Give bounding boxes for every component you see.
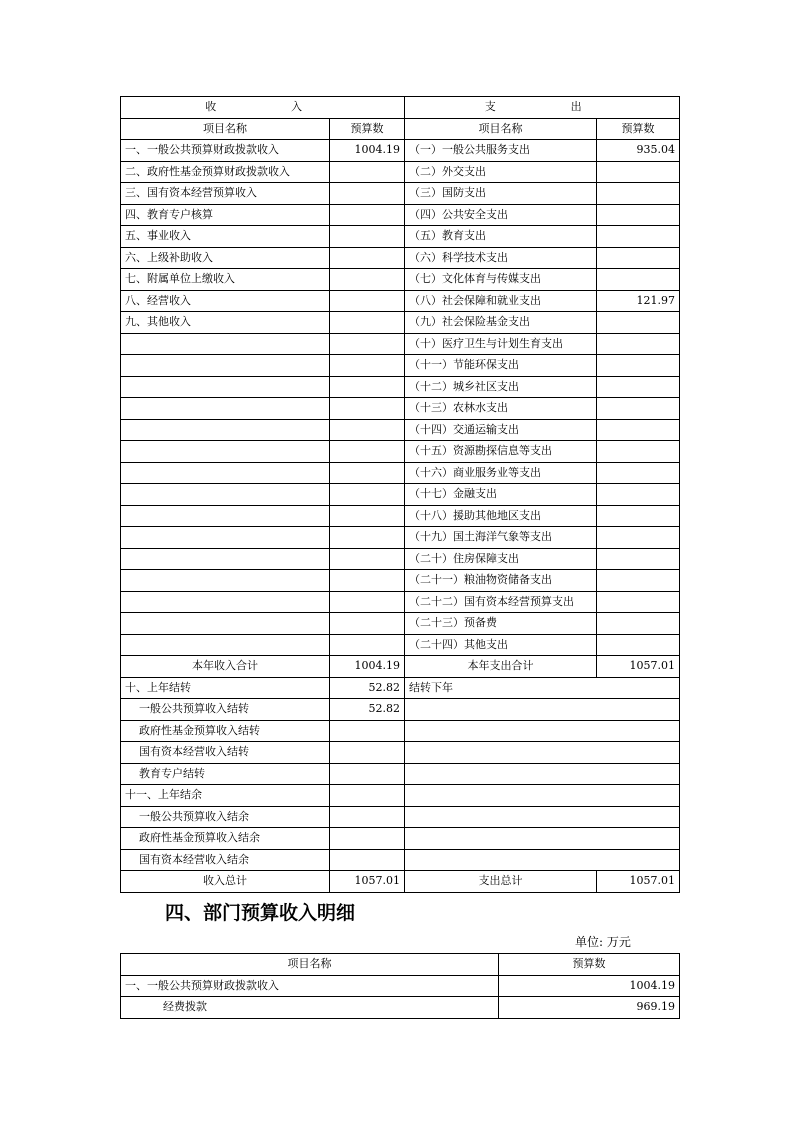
- income-amount-cell: [330, 333, 405, 355]
- income-subtotal-value: 1004.19: [330, 656, 405, 678]
- income-item-cell: [121, 419, 330, 441]
- table-row: [121, 376, 680, 398]
- expense-amount-cell: [597, 269, 680, 291]
- income-amount-cell: [330, 505, 405, 527]
- table-row: [121, 269, 680, 291]
- table-row: [121, 570, 680, 592]
- expense-item-cell: （八）社会保障和就业支出: [405, 290, 597, 312]
- total-row: [121, 871, 680, 893]
- expense-amount-cell: [597, 570, 680, 592]
- table-row: [121, 462, 680, 484]
- expense-amount-cell: [597, 183, 680, 205]
- expense-amount-cell: [597, 484, 680, 506]
- expense-total-value: 1057.01: [597, 871, 680, 893]
- expense-item-cell: （十七）金融支出: [405, 484, 597, 506]
- carryover-amount-cell: [330, 742, 405, 764]
- carryover-row: [121, 763, 680, 785]
- expense-item-cell: （十一）节能环保支出: [405, 355, 597, 377]
- carryover-amount-cell: [330, 785, 405, 807]
- carryover-expense-cell: [405, 806, 680, 828]
- income-amount-cell: 1004.19: [330, 140, 405, 162]
- table-row: [121, 183, 680, 205]
- expense-item-cell: （二十）住房保障支出: [405, 548, 597, 570]
- income-item-cell: 三、国有资本经营预算收入: [121, 183, 330, 205]
- table-row: [121, 441, 680, 463]
- carryover-expense-cell: [405, 720, 680, 742]
- expense-item-cell: （三）国防支出: [405, 183, 597, 205]
- expense-amount-cell: [597, 441, 680, 463]
- expense-amount-cell: [597, 548, 680, 570]
- table-row: [121, 226, 680, 248]
- income-amount-cell: [330, 527, 405, 549]
- carryover-amount-cell: 52.82: [330, 677, 405, 699]
- carryover-expense-cell: [405, 699, 680, 721]
- carryover-row: [121, 699, 680, 721]
- expense-amount-cell: [597, 505, 680, 527]
- carryover-expense-cell: 结转下年: [405, 677, 680, 699]
- income-item-cell: 五、事业收入: [121, 226, 330, 248]
- income-item-cell: [121, 570, 330, 592]
- carryover-expense-cell: [405, 849, 680, 871]
- carryover-expense-cell: [405, 785, 680, 807]
- income-amount-cell: [330, 462, 405, 484]
- income-item-cell: 九、其他收入: [121, 312, 330, 334]
- income-item-cell: [121, 505, 330, 527]
- income-subtotal-label: 本年收入合计: [121, 656, 330, 678]
- carryover-row: [121, 849, 680, 871]
- expense-item-cell: （一）一般公共服务支出: [405, 140, 597, 162]
- expense-item-column-header: 项目名称: [405, 118, 597, 140]
- expense-amount-cell: [597, 634, 680, 656]
- income-amount-cell: [330, 548, 405, 570]
- expense-total-label: 支出总计: [405, 871, 597, 893]
- income-amount-cell: [330, 355, 405, 377]
- expense-item-cell: （七）文化体育与传媒支出: [405, 269, 597, 291]
- carryover-income-cell: 政府性基金预算收入结余: [121, 828, 330, 850]
- expense-amount-cell: [597, 613, 680, 635]
- expense-amount-cell: [597, 398, 680, 420]
- carryover-amount-cell: [330, 763, 405, 785]
- budget-summary-body: [121, 97, 680, 893]
- income-amount-cell: [330, 591, 405, 613]
- expense-item-cell: （二十二）国有资本经营预算支出: [405, 591, 597, 613]
- table-row: [121, 505, 680, 527]
- carryover-row: [121, 742, 680, 764]
- expense-item-cell: （二）外交支出: [405, 161, 597, 183]
- income-item-cell: [121, 634, 330, 656]
- income-item-cell: [121, 613, 330, 635]
- expense-amount-cell: [597, 591, 680, 613]
- expense-amount-cell: [597, 312, 680, 334]
- carryover-expense-cell: [405, 742, 680, 764]
- income-amount-cell: [330, 226, 405, 248]
- income-detail-name-cell: 一、一般公共预算财政拨款收入: [121, 975, 499, 997]
- table-row: [121, 484, 680, 506]
- table-row: [121, 548, 680, 570]
- expense-item-cell: （二十四）其他支出: [405, 634, 597, 656]
- expense-item-cell: （六）科学技术支出: [405, 247, 597, 269]
- expense-item-cell: （五）教育支出: [405, 226, 597, 248]
- carryover-income-cell: 国有资本经营收入结余: [121, 849, 330, 871]
- table-row: [121, 613, 680, 635]
- income-item-cell: [121, 527, 330, 549]
- carryover-row: [121, 828, 680, 850]
- income-amount-cell: [330, 376, 405, 398]
- income-detail-row: [121, 975, 680, 997]
- income-item-cell: 四、教育专户核算: [121, 204, 330, 226]
- table-row: [121, 204, 680, 226]
- income-item-cell: 六、上级补助收入: [121, 247, 330, 269]
- carryover-expense-cell: [405, 763, 680, 785]
- income-detail-amount-cell: 1004.19: [499, 975, 680, 997]
- expense-amount-cell: [597, 226, 680, 248]
- income-detail-body: [121, 954, 680, 1019]
- table-row: [121, 419, 680, 441]
- expense-item-cell: （十二）城乡社区支出: [405, 376, 597, 398]
- income-item-cell: [121, 398, 330, 420]
- expense-item-cell: （十三）农林水支出: [405, 398, 597, 420]
- income-amount-cell: [330, 183, 405, 205]
- income-amount-cell: [330, 204, 405, 226]
- expense-amount-cell: [597, 462, 680, 484]
- carryover-amount-cell: [330, 806, 405, 828]
- table-row: [121, 333, 680, 355]
- expense-amount-cell: [597, 161, 680, 183]
- carryover-income-cell: 教育专户结转: [121, 763, 330, 785]
- income-item-cell: 一、一般公共预算财政拨款收入: [121, 140, 330, 162]
- table-row: [121, 591, 680, 613]
- expense-amount-cell: [597, 204, 680, 226]
- header-row: [121, 97, 680, 119]
- income-amount-column-header: 预算数: [330, 118, 405, 140]
- table-row: [121, 312, 680, 334]
- expense-amount-cell: 121.97: [597, 290, 680, 312]
- expense-item-cell: （二十三）预备费: [405, 613, 597, 635]
- expense-item-cell: （九）社会保险基金支出: [405, 312, 597, 334]
- expense-item-cell: （十五）资源勘探信息等支出: [405, 441, 597, 463]
- income-item-cell: [121, 376, 330, 398]
- table-row: [121, 161, 680, 183]
- income-item-cell: 七、附属单位上缴收入: [121, 269, 330, 291]
- expense-item-cell: （二十一）粮油物资储备支出: [405, 570, 597, 592]
- carryover-amount-cell: [330, 720, 405, 742]
- carryover-row: [121, 677, 680, 699]
- income-item-cell: [121, 591, 330, 613]
- table-row: [121, 398, 680, 420]
- budget-summary-table: [120, 96, 680, 893]
- carryover-row: [121, 785, 680, 807]
- table-row: [121, 247, 680, 269]
- income-amount-cell: [330, 398, 405, 420]
- income-amount-cell: [330, 161, 405, 183]
- income-header: 收 入: [121, 97, 405, 119]
- carryover-income-cell: 十一、上年结余: [121, 785, 330, 807]
- table-row: [121, 140, 680, 162]
- income-amount-cell: [330, 441, 405, 463]
- income-total-label: 收入总计: [121, 871, 330, 893]
- section-title: 四、部门预算收入明细: [165, 902, 356, 924]
- carryover-row: [121, 720, 680, 742]
- income-amount-cell: [330, 269, 405, 291]
- carryover-income-cell: 十、上年结转: [121, 677, 330, 699]
- expense-amount-cell: [597, 247, 680, 269]
- carryover-income-cell: 政府性基金预算收入结转: [121, 720, 330, 742]
- carryover-expense-cell: [405, 828, 680, 850]
- income-detail-header-row: [121, 954, 680, 976]
- income-amount-cell: [330, 570, 405, 592]
- income-amount-cell: [330, 613, 405, 635]
- income-amount-cell: [330, 290, 405, 312]
- expense-item-cell: （十四）交通运输支出: [405, 419, 597, 441]
- expense-amount-cell: [597, 527, 680, 549]
- unit-label: 单位: 万元: [575, 935, 631, 949]
- column-header-row: [121, 118, 680, 140]
- income-item-cell: 二、政府性基金预算财政拨款收入: [121, 161, 330, 183]
- income-item-cell: [121, 548, 330, 570]
- table-row: [121, 634, 680, 656]
- income-amount-cell: [330, 247, 405, 269]
- carryover-amount-cell: 52.82: [330, 699, 405, 721]
- expense-amount-cell: [597, 376, 680, 398]
- income-detail-row: [121, 997, 680, 1019]
- expense-amount-cell: 935.04: [597, 140, 680, 162]
- income-amount-cell: [330, 634, 405, 656]
- carryover-amount-cell: [330, 849, 405, 871]
- expense-amount-cell: [597, 419, 680, 441]
- income-total-value: 1057.01: [330, 871, 405, 893]
- income-amount-cell: [330, 312, 405, 334]
- income-detail-table: [120, 953, 680, 1019]
- table-row: [121, 527, 680, 549]
- table-row: [121, 355, 680, 377]
- expense-item-cell: （十八）援助其他地区支出: [405, 505, 597, 527]
- income-amount-cell: [330, 419, 405, 441]
- expense-item-cell: （十九）国土海洋气象等支出: [405, 527, 597, 549]
- income-item-cell: [121, 355, 330, 377]
- income-detail-amount-header: 预算数: [499, 954, 680, 976]
- income-item-column-header: 项目名称: [121, 118, 330, 140]
- subtotal-row: [121, 656, 680, 678]
- expense-subtotal-value: 1057.01: [597, 656, 680, 678]
- income-item-cell: [121, 462, 330, 484]
- expense-amount-cell: [597, 355, 680, 377]
- income-detail-amount-cell: 969.19: [499, 997, 680, 1019]
- income-item-cell: [121, 441, 330, 463]
- expense-item-cell: （十）医疗卫生与计划生育支出: [405, 333, 597, 355]
- income-detail-item-header: 项目名称: [121, 954, 499, 976]
- table-row: [121, 290, 680, 312]
- carryover-income-cell: 一般公共预算收入结余: [121, 806, 330, 828]
- income-item-cell: [121, 484, 330, 506]
- carryover-income-cell: 一般公共预算收入结转: [121, 699, 330, 721]
- expense-amount-cell: [597, 333, 680, 355]
- expense-item-cell: （四）公共安全支出: [405, 204, 597, 226]
- expense-item-cell: （十六）商业服务业等支出: [405, 462, 597, 484]
- income-item-cell: [121, 333, 330, 355]
- expense-header: 支 出: [405, 97, 680, 119]
- carryover-amount-cell: [330, 828, 405, 850]
- carryover-row: [121, 806, 680, 828]
- carryover-income-cell: 国有资本经营收入结转: [121, 742, 330, 764]
- income-item-cell: 八、经营收入: [121, 290, 330, 312]
- income-amount-cell: [330, 484, 405, 506]
- expense-amount-column-header: 预算数: [597, 118, 680, 140]
- income-detail-name-cell: 经费拨款: [121, 997, 499, 1019]
- expense-subtotal-label: 本年支出合计: [405, 656, 597, 678]
